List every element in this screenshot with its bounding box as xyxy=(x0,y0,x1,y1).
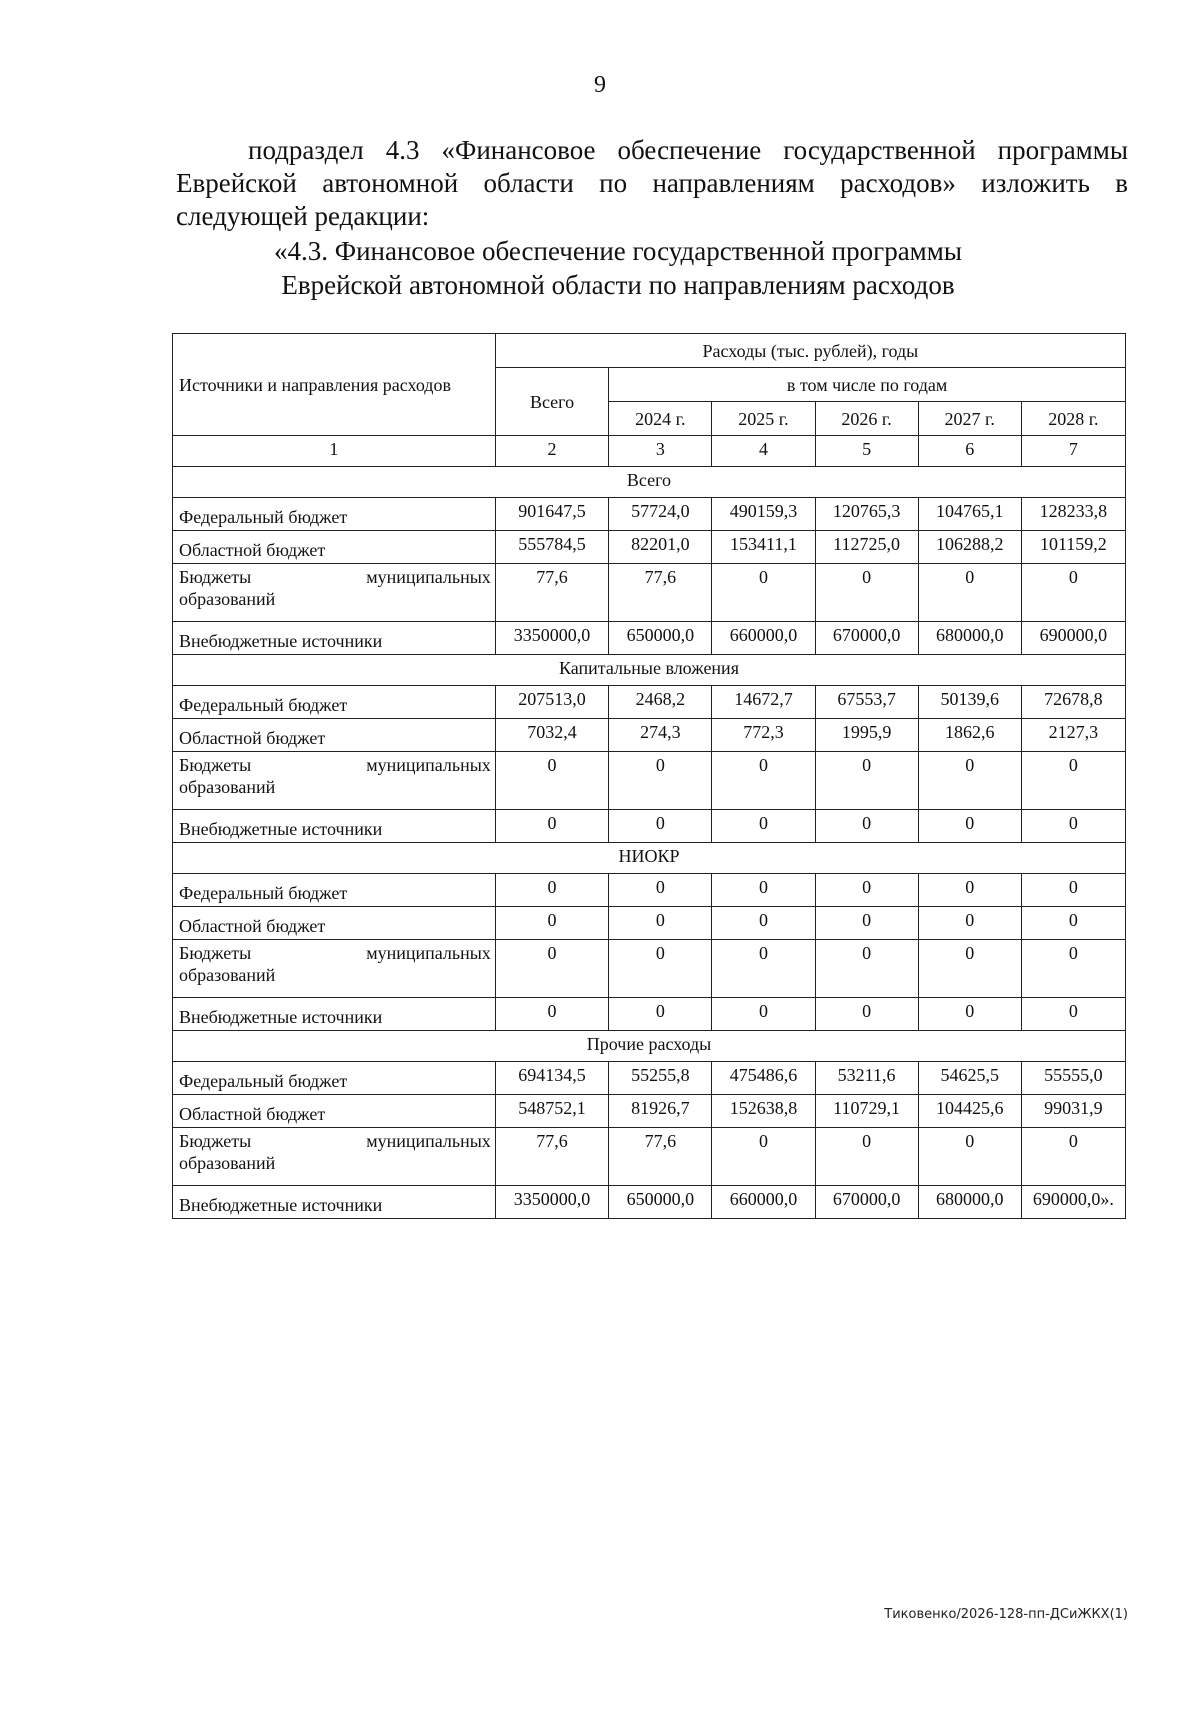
table-row xyxy=(173,1186,1126,1219)
table-row xyxy=(173,498,1126,531)
value-cell: 2127,3 xyxy=(1021,719,1125,752)
value-cell: 0 xyxy=(918,998,1021,1031)
value-cell: 0 xyxy=(1021,810,1125,843)
section-heading-line-2: Еврейской автономной области по направлениям расходов xyxy=(281,270,955,300)
value-cell: 82201,0 xyxy=(609,531,712,564)
table-row xyxy=(173,1128,1126,1186)
row-label xyxy=(173,752,496,810)
section-title: НИОКР xyxy=(173,843,1126,874)
row-label-part: муниципальных xyxy=(366,755,491,775)
value-cell: 274,3 xyxy=(609,719,712,752)
row-label: Внебюджетные источники xyxy=(173,998,496,1031)
value-cell: 0 xyxy=(815,874,918,907)
row-label-part: Бюджеты xyxy=(179,755,252,775)
header-by-years: в том числе по годам xyxy=(609,368,1126,402)
value-cell: 660000,0 xyxy=(712,622,815,655)
row-label: Областной бюджет xyxy=(173,531,496,564)
col-number: 1 xyxy=(173,436,496,467)
value-cell: 694134,5 xyxy=(495,1062,608,1095)
col-number: 6 xyxy=(918,436,1021,467)
value-cell: 0 xyxy=(815,940,918,998)
table-row xyxy=(173,810,1126,843)
value-cell: 50139,6 xyxy=(918,686,1021,719)
value-cell: 0 xyxy=(815,998,918,1031)
table-row xyxy=(173,752,1126,810)
value-cell: 0 xyxy=(1021,940,1125,998)
row-label: Федеральный бюджет xyxy=(173,686,496,719)
value-cell: 7032,4 xyxy=(495,719,608,752)
header-year-2024: 2024 г. xyxy=(609,402,712,436)
value-cell: 0 xyxy=(815,907,918,940)
header-year-2025: 2025 г. xyxy=(712,402,815,436)
value-cell: 152638,8 xyxy=(712,1095,815,1128)
value-cell: 0 xyxy=(609,940,712,998)
value-cell: 14672,7 xyxy=(712,686,815,719)
value-cell: 660000,0 xyxy=(712,1186,815,1219)
table-row xyxy=(173,874,1126,907)
value-cell: 0 xyxy=(495,998,608,1031)
value-cell: 3350000,0 xyxy=(495,622,608,655)
value-cell: 0 xyxy=(712,998,815,1031)
value-cell: 0 xyxy=(712,564,815,622)
value-cell: 0 xyxy=(712,874,815,907)
value-cell: 57724,0 xyxy=(609,498,712,531)
row-label-part: Бюджеты xyxy=(179,943,252,963)
value-cell: 207513,0 xyxy=(495,686,608,719)
col-number: 7 xyxy=(1021,436,1125,467)
value-cell: 112725,0 xyxy=(815,531,918,564)
value-cell: 81926,7 xyxy=(609,1095,712,1128)
value-cell: 650000,0 xyxy=(609,1186,712,1219)
row-label-part: образований xyxy=(179,1153,276,1173)
value-cell: 120765,3 xyxy=(815,498,918,531)
table-row xyxy=(173,998,1126,1031)
value-cell: 0 xyxy=(609,810,712,843)
table-row xyxy=(173,564,1126,622)
value-cell: 490159,3 xyxy=(712,498,815,531)
value-cell: 0 xyxy=(918,810,1021,843)
value-cell: 680000,0 xyxy=(918,1186,1021,1219)
value-cell: 0 xyxy=(918,564,1021,622)
value-cell: 0 xyxy=(495,940,608,998)
value-cell: 650000,0 xyxy=(609,622,712,655)
header-expenses: Расходы (тыс. рублей), годы xyxy=(495,334,1125,368)
value-cell: 0 xyxy=(815,752,918,810)
value-cell: 680000,0 xyxy=(918,622,1021,655)
row-label: Федеральный бюджет xyxy=(173,498,496,531)
section-row xyxy=(173,467,1126,498)
value-cell: 0 xyxy=(609,752,712,810)
value-cell: 0 xyxy=(918,940,1021,998)
value-cell: 0 xyxy=(495,907,608,940)
value-cell: 67553,7 xyxy=(815,686,918,719)
value-cell: 901647,5 xyxy=(495,498,608,531)
value-cell: 0 xyxy=(609,907,712,940)
value-cell: 555784,5 xyxy=(495,531,608,564)
table-row xyxy=(173,1062,1126,1095)
value-cell: 0 xyxy=(712,907,815,940)
section-title: Всего xyxy=(173,467,1126,498)
value-cell: 104425,6 xyxy=(918,1095,1021,1128)
value-cell: 54625,5 xyxy=(918,1062,1021,1095)
header-total: Всего xyxy=(495,368,608,436)
row-label xyxy=(173,564,496,622)
value-cell: 690000,0 xyxy=(1021,622,1125,655)
row-label-part: образований xyxy=(179,589,276,609)
col-number: 4 xyxy=(712,436,815,467)
value-cell: 690000,0». xyxy=(1021,1186,1125,1219)
value-cell: 0 xyxy=(609,998,712,1031)
section-title: Прочие расходы xyxy=(173,1031,1126,1062)
value-cell: 99031,9 xyxy=(1021,1095,1125,1128)
table-row xyxy=(173,940,1126,998)
value-cell: 77,6 xyxy=(609,1128,712,1186)
value-cell: 0 xyxy=(712,1128,815,1186)
row-label: Областной бюджет xyxy=(173,907,496,940)
document-footer-id: Тиковенко/2026-128-пп-ДСиЖКХ(1) xyxy=(884,1607,1128,1622)
value-cell: 0 xyxy=(815,564,918,622)
page-number: 9 xyxy=(594,72,606,98)
header-year-2028: 2028 г. xyxy=(1021,402,1125,436)
value-cell: 0 xyxy=(1021,752,1125,810)
value-cell: 0 xyxy=(712,810,815,843)
table-row xyxy=(173,907,1126,940)
section-row xyxy=(173,843,1126,874)
table-row xyxy=(173,622,1126,655)
value-cell: 110729,1 xyxy=(815,1095,918,1128)
value-cell: 3350000,0 xyxy=(495,1186,608,1219)
value-cell: 77,6 xyxy=(495,564,608,622)
table-row xyxy=(173,686,1126,719)
value-cell: 0 xyxy=(918,1128,1021,1186)
value-cell: 104765,1 xyxy=(918,498,1021,531)
value-cell: 1995,9 xyxy=(815,719,918,752)
row-label-part: муниципальных xyxy=(366,567,491,587)
value-cell: 106288,2 xyxy=(918,531,1021,564)
table-row xyxy=(173,719,1126,752)
value-cell: 1862,6 xyxy=(918,719,1021,752)
col-number: 3 xyxy=(609,436,712,467)
value-cell: 0 xyxy=(1021,564,1125,622)
row-label-part: Бюджеты xyxy=(179,1131,252,1151)
value-cell: 55255,8 xyxy=(609,1062,712,1095)
row-label: Федеральный бюджет xyxy=(173,874,496,907)
row-label: Внебюджетные источники xyxy=(173,810,496,843)
row-label-part: Бюджеты xyxy=(179,567,252,587)
value-cell: 0 xyxy=(495,874,608,907)
value-cell: 772,3 xyxy=(712,719,815,752)
value-cell: 0 xyxy=(495,752,608,810)
intro-paragraph: подраздел 4.3 «Финансовое обеспечение государственной программы Еврейской автономной области по направлениям расходов» изложить в следующей редакции: xyxy=(176,135,1128,231)
value-cell: 0 xyxy=(1021,1128,1125,1186)
value-cell: 0 xyxy=(712,752,815,810)
value-cell: 0 xyxy=(1021,874,1125,907)
row-label-part: образований xyxy=(179,777,276,797)
value-cell: 475486,6 xyxy=(712,1062,815,1095)
section-heading-line-1: «4.3. Финансовое обеспечение государственной программы xyxy=(274,236,962,266)
value-cell: 0 xyxy=(609,874,712,907)
row-label: Федеральный бюджет xyxy=(173,1062,496,1095)
value-cell: 0 xyxy=(918,874,1021,907)
table-row xyxy=(173,1095,1126,1128)
value-cell: 0 xyxy=(495,810,608,843)
row-label-part: муниципальных xyxy=(366,1131,491,1151)
value-cell: 0 xyxy=(712,940,815,998)
financing-table xyxy=(172,333,1126,1219)
column-number-row xyxy=(173,436,1126,467)
section-row xyxy=(173,1031,1126,1062)
header-year-2027: 2027 г. xyxy=(918,402,1021,436)
value-cell: 77,6 xyxy=(609,564,712,622)
row-label: Внебюджетные источники xyxy=(173,622,496,655)
value-cell: 0 xyxy=(815,1128,918,1186)
row-label: Внебюджетные источники xyxy=(173,1186,496,1219)
value-cell: 101159,2 xyxy=(1021,531,1125,564)
value-cell: 77,6 xyxy=(495,1128,608,1186)
row-label: Областной бюджет xyxy=(173,1095,496,1128)
col-number: 5 xyxy=(815,436,918,467)
value-cell: 670000,0 xyxy=(815,622,918,655)
value-cell: 0 xyxy=(815,810,918,843)
col-number: 2 xyxy=(495,436,608,467)
table-row xyxy=(173,531,1126,564)
header-year-2026: 2026 г. xyxy=(815,402,918,436)
value-cell: 548752,1 xyxy=(495,1095,608,1128)
section-title: Капитальные вложения xyxy=(173,655,1126,686)
section-row xyxy=(173,655,1126,686)
value-cell: 0 xyxy=(1021,907,1125,940)
row-label: Областной бюджет xyxy=(173,719,496,752)
value-cell: 128233,8 xyxy=(1021,498,1125,531)
row-label-part: образований xyxy=(179,965,276,985)
value-cell: 0 xyxy=(1021,998,1125,1031)
value-cell: 0 xyxy=(918,907,1021,940)
value-cell: 2468,2 xyxy=(609,686,712,719)
row-label xyxy=(173,1128,496,1186)
row-label-part: муниципальных xyxy=(366,943,491,963)
value-cell: 55555,0 xyxy=(1021,1062,1125,1095)
value-cell: 72678,8 xyxy=(1021,686,1125,719)
row-label xyxy=(173,940,496,998)
value-cell: 153411,1 xyxy=(712,531,815,564)
value-cell: 53211,6 xyxy=(815,1062,918,1095)
value-cell: 0 xyxy=(918,752,1021,810)
value-cell: 670000,0 xyxy=(815,1186,918,1219)
header-sources: Источники и направления расходов xyxy=(173,334,496,436)
